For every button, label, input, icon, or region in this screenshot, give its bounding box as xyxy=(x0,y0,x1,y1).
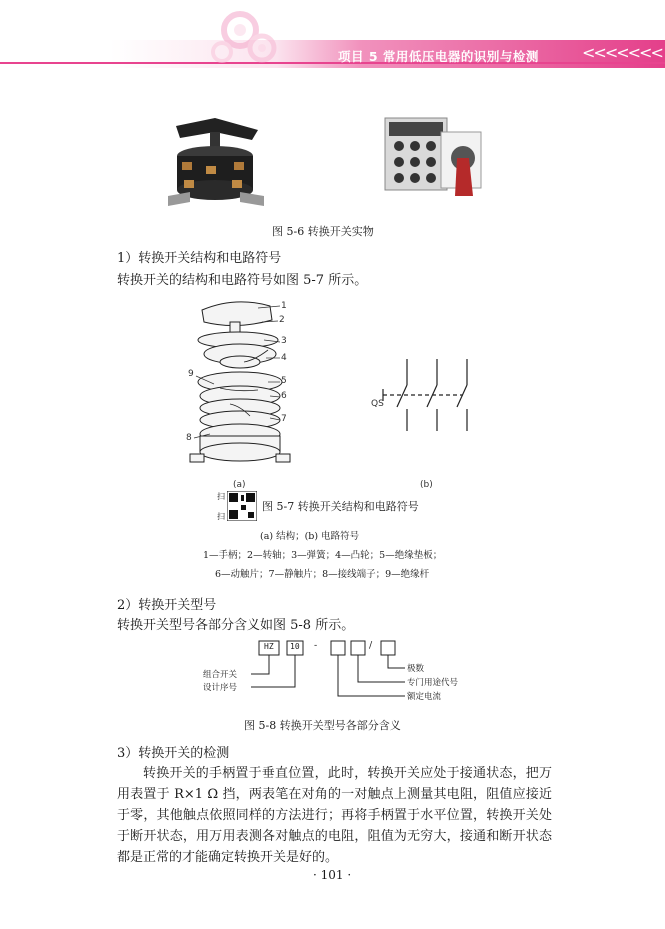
section1-intro: 转换开关的结构和电路符号如图 5-7 所示。 xyxy=(117,273,368,288)
page-number: · 101 · xyxy=(313,868,352,882)
section3-heading: 3）转换开关的检测 xyxy=(117,746,230,761)
fig5-7-label-9: 9 xyxy=(188,369,194,379)
section3-paragraph: 转换开关的手柄置于垂直位置，此时，转换开关应处于接通状态，把万用表置于 R×1 Ω 挡，两表笔在对角的一对触点上测量其电阻，阻值应接近于零，其他触点依照同样的方法进行；再将手柄置于水平位置，转换开关处于断开状态，用万用表测各对触点的电阻，阻值为无穷大，接通和断开状态都是正常的才能确定转换开关是好的。 xyxy=(117,766,552,865)
fig5-7-sub-b: (b) xyxy=(420,480,433,490)
figure-5-7-note2: 1—手柄；2—转轴；3—弹簧；4—凸轮；5—绝缘垫板； xyxy=(203,550,443,561)
qr-label-top: 扫 xyxy=(217,492,225,501)
header-title: 项目 5 常用低压电器的识别与检测 xyxy=(338,49,539,64)
section2-heading: 2）转换开关型号 xyxy=(117,598,217,613)
model-label-design: 设计序号 xyxy=(203,683,238,693)
header-band xyxy=(0,0,665,72)
fig5-7-label-4: 4 xyxy=(281,353,287,363)
model-label-combo: 组合开关 xyxy=(203,670,238,680)
fig5-7-label-2: 2 xyxy=(279,315,285,325)
switch-photo-b xyxy=(375,112,485,207)
switch-photo-a xyxy=(160,108,270,213)
figure-5-8-caption: 图 5-8 转换开关型号各部分含义 xyxy=(244,719,401,732)
fig5-7-label-3: 3 xyxy=(281,336,287,346)
section2-intro: 转换开关型号各部分含义如图 5-8 所示。 xyxy=(117,618,355,633)
qr-label-bottom: 扫 xyxy=(217,512,225,521)
fig5-7-label-1: 1 xyxy=(281,301,287,311)
figure-5-7-caption: 图 5-7 转换开关结构和电路符号 xyxy=(262,500,419,513)
section1-heading: 1）转换开关结构和电路符号 xyxy=(117,251,282,266)
header-chevrons-icon: <<<<<<< xyxy=(582,43,662,62)
fig5-7-sub-a: (a) xyxy=(233,480,246,490)
qr-code[interactable] xyxy=(227,491,257,521)
model-label-current: 额定电流 xyxy=(407,692,442,702)
model-box-1: HZ xyxy=(264,642,274,651)
figure-5-6-caption: 图 5-6 转换开关实物 xyxy=(272,225,374,238)
fig5-7-leader-lines xyxy=(180,300,290,445)
figure-5-7-note3: 6—动触片；7—静触片；8—接线端子；9—绝缘杆 xyxy=(215,569,430,580)
fig5-7-label-6: 6 xyxy=(281,391,287,401)
figure-5-7-note1: (a) 结构；(b) 电路符号 xyxy=(260,531,360,542)
fig5-7-label-5: 5 xyxy=(281,376,287,386)
fig5-7-label-7: 7 xyxy=(281,414,287,424)
qs-symbol-label: QS xyxy=(371,399,384,409)
fig5-7-label-8: 8 xyxy=(186,433,192,443)
model-code-diagram xyxy=(195,636,495,712)
model-label-special: 专门用途代号 xyxy=(407,678,459,688)
model-box-2: 10 xyxy=(290,642,300,651)
switch-circuit-symbol xyxy=(355,355,485,435)
model-label-poles: 极数 xyxy=(407,664,425,674)
model-slash: / xyxy=(369,640,373,651)
model-dash: - xyxy=(314,640,318,651)
